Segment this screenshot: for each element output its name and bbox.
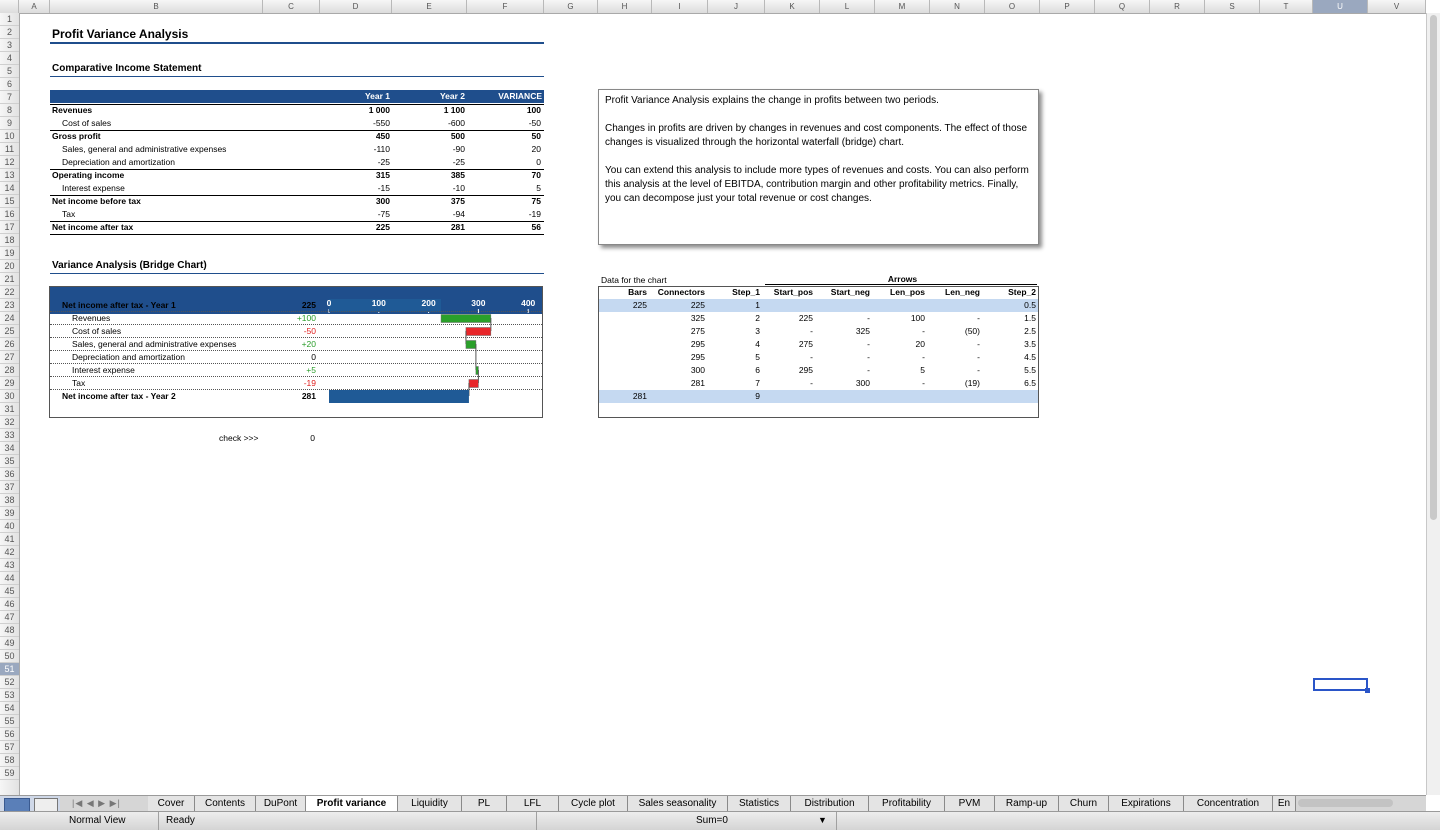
- data-table-header: Len_pos: [890, 287, 925, 297]
- bridge-value-label: 225: [301, 300, 316, 310]
- row-header[interactable]: 58: [0, 754, 19, 767]
- column-header[interactable]: T: [1260, 0, 1313, 13]
- column-header[interactable]: I: [652, 0, 708, 13]
- data-table-cell: -: [867, 352, 870, 362]
- row-header[interactable]: 10: [0, 130, 19, 143]
- row-header[interactable]: 7: [0, 91, 19, 104]
- row-header[interactable]: 48: [0, 624, 19, 637]
- column-header[interactable]: K: [765, 0, 820, 13]
- bridge-bar-pos: [466, 341, 476, 349]
- income-row-label: Depreciation and amortization: [62, 157, 175, 167]
- data-table-cell: 5: [920, 365, 925, 375]
- row-header[interactable]: 25: [0, 325, 19, 338]
- data-table-cell: -: [977, 339, 980, 349]
- data-table-cell: 2.5: [1024, 326, 1036, 336]
- data-table-cell: [592, 364, 647, 377]
- sheet-tab[interactable]: Liquidity: [398, 796, 462, 811]
- row-header[interactable]: 33: [0, 429, 19, 442]
- data-table-cell: -: [977, 313, 980, 323]
- year1-header: Year 1: [364, 91, 390, 101]
- row-header[interactable]: 55: [0, 715, 19, 728]
- income-year2-value: -94: [452, 209, 465, 219]
- bridge-category-label: Net income after tax - Year 1: [62, 300, 176, 310]
- row-header[interactable]: 23: [0, 299, 19, 312]
- sheet-tab[interactable]: DuPont: [256, 796, 306, 811]
- bridge-category-label: Sales, general and administrative expenses: [72, 339, 237, 349]
- data-table-header: Start_pos: [773, 287, 813, 297]
- status-divider: [836, 812, 837, 830]
- income-row-label: Net income before tax: [52, 196, 141, 206]
- status-divider: [158, 812, 159, 830]
- column-header[interactable]: L: [820, 0, 875, 13]
- data-table-cell: (50): [964, 326, 980, 336]
- data-table-cell: -: [977, 352, 980, 362]
- income-year1-value: 225: [375, 222, 390, 232]
- bridge-value-label: -50: [303, 326, 316, 336]
- column-header[interactable]: P: [1040, 0, 1095, 13]
- row-header[interactable]: 43: [0, 559, 19, 572]
- row-header[interactable]: 20: [0, 260, 19, 273]
- bridge-category-label: Net income after tax - Year 2: [62, 391, 176, 401]
- chart-data-label: Data for the chart: [601, 275, 667, 285]
- row-header[interactable]: 8: [0, 104, 19, 117]
- data-table-cell: -: [922, 352, 925, 362]
- axis-tick-label: 0: [326, 298, 332, 308]
- description-textbox[interactable]: [598, 89, 1039, 245]
- sheet-tab[interactable]: Expirations: [1109, 796, 1184, 811]
- bridge-value-label: +100: [296, 313, 316, 323]
- column-header[interactable]: R: [1150, 0, 1205, 13]
- data-table-cell: 295: [798, 365, 813, 375]
- income-year1-value: -15: [377, 183, 390, 193]
- bridge-bar-pos: [441, 315, 491, 323]
- sheet-tab[interactable]: Cycle plot: [559, 796, 628, 811]
- sum-status[interactable]: Sum=0: [696, 815, 728, 826]
- row-header[interactable]: 50: [0, 650, 19, 663]
- row-header[interactable]: 53: [0, 689, 19, 702]
- data-table-cell: 7: [755, 378, 760, 388]
- column-header[interactable]: S: [1205, 0, 1260, 13]
- axis-tick-label: 200: [421, 298, 436, 308]
- data-table-cell: (19): [964, 378, 980, 388]
- sheet-tab[interactable]: Distribution: [791, 796, 869, 811]
- row-header[interactable]: 39: [0, 507, 19, 520]
- ready-status: Ready: [166, 815, 195, 826]
- income-statement-title: Comparative Income Statement: [52, 63, 202, 74]
- row-header[interactable]: 52: [0, 676, 19, 689]
- row-header[interactable]: 21: [0, 273, 19, 286]
- income-row-label: Revenues: [52, 105, 93, 115]
- sheet-tab[interactable]: LFL: [507, 796, 559, 811]
- data-table-cell: 325: [690, 313, 705, 323]
- data-table-header: Start_neg: [830, 287, 870, 297]
- column-header[interactable]: D: [320, 0, 392, 13]
- row-header[interactable]: 35: [0, 455, 19, 468]
- income-row-label: Net income after tax: [52, 222, 134, 232]
- data-table-cell: 295: [690, 339, 705, 349]
- data-table-cell: 5: [755, 352, 760, 362]
- row-header[interactable]: 13: [0, 169, 19, 182]
- data-table-cell: 281: [690, 378, 705, 388]
- column-header[interactable]: V: [1368, 0, 1426, 13]
- check-label: check >>>: [219, 433, 259, 443]
- data-table-cell: 275: [690, 326, 705, 336]
- textbox-paragraph-3: You can extend this analysis to include more types of revenues and costs. You can also perform this analysis at the level of EBITDA, contribution margin and other profitability metrics. Finally, you can decompose just your total revenue or cost changes.: [605, 165, 1029, 204]
- column-header[interactable]: M: [875, 0, 930, 13]
- income-year2-value: 385: [450, 170, 465, 180]
- sheet-tab[interactable]: PL: [462, 796, 507, 811]
- row-header[interactable]: 26: [0, 338, 19, 351]
- income-variance-value: 75: [531, 196, 541, 206]
- income-variance-value: 5: [536, 183, 541, 193]
- income-year2-value: -90: [452, 144, 465, 154]
- income-year1-value: 1 000: [368, 105, 390, 115]
- row-header[interactable]: 3: [0, 39, 19, 52]
- income-row-label: Tax: [62, 209, 76, 219]
- check-value: 0: [310, 433, 315, 443]
- bridge-value-label: +5: [306, 365, 316, 375]
- income-row-label: Operating income: [52, 170, 125, 180]
- data-table-header: Step_1: [732, 287, 760, 297]
- data-table-header: Step_2: [1008, 287, 1036, 297]
- row-header[interactable]: 6: [0, 78, 19, 91]
- data-table-cell: -: [977, 365, 980, 375]
- column-header[interactable]: N: [930, 0, 985, 13]
- data-table-cell: 225: [690, 300, 705, 310]
- data-table-cell: 6: [755, 365, 760, 375]
- income-variance-value: -19: [528, 209, 541, 219]
- row-header[interactable]: 42: [0, 546, 19, 559]
- data-table-cell: -: [810, 352, 813, 362]
- income-row-label: Cost of sales: [62, 118, 112, 128]
- row-header[interactable]: 34: [0, 442, 19, 455]
- tab-scroll-arrows[interactable]: |◀ ◀ ▶ ▶|: [72, 798, 121, 808]
- bridge-value-label: 0: [311, 352, 316, 362]
- income-year1-value: -25: [377, 157, 390, 167]
- bridge-value-label: -19: [303, 378, 316, 388]
- data-table-cell: [870, 390, 925, 403]
- income-year1-value: -75: [377, 209, 390, 219]
- axis-tick-label: 300: [471, 298, 486, 308]
- row-header[interactable]: 40: [0, 520, 19, 533]
- data-table-cell: 225: [632, 300, 647, 310]
- row-header[interactable]: 16: [0, 208, 19, 221]
- income-row-label: Gross profit: [52, 131, 101, 141]
- data-table-cell: [592, 325, 647, 338]
- variance-header: VARIANCE: [498, 91, 542, 101]
- row-header[interactable]: 51: [0, 663, 19, 676]
- row-header[interactable]: 30: [0, 390, 19, 403]
- data-table-cell: 0.5: [1024, 300, 1036, 310]
- data-table-cell: -: [922, 378, 925, 388]
- column-header[interactable]: A: [19, 0, 50, 13]
- normal-view-icon[interactable]: [4, 798, 30, 812]
- group-header-rule: [765, 284, 1037, 285]
- data-table-cell: 300: [690, 365, 705, 375]
- data-table-cell: 1: [755, 300, 760, 310]
- row-header[interactable]: 5: [0, 65, 19, 78]
- bridge-bar-neg: [469, 380, 478, 388]
- sheet-tab[interactable]: Cover: [148, 796, 195, 811]
- income-year1-value: 300: [375, 196, 390, 206]
- row-header[interactable]: 12: [0, 156, 19, 169]
- data-table-cell: -: [810, 378, 813, 388]
- page-layout-view-icon[interactable]: [34, 798, 58, 812]
- row-header[interactable]: 15: [0, 195, 19, 208]
- column-header[interactable]: F: [467, 0, 544, 13]
- row-header[interactable]: 2: [0, 26, 19, 39]
- column-header[interactable]: G: [544, 0, 598, 13]
- column-header[interactable]: U: [1313, 0, 1368, 13]
- income-variance-value: 100: [526, 105, 541, 115]
- data-table-header: Connectors: [657, 287, 705, 297]
- axis-tick-label: 400: [521, 298, 536, 308]
- sheet-tab[interactable]: En: [1273, 796, 1296, 811]
- column-header[interactable]: B: [50, 0, 263, 13]
- data-table-cell: [981, 390, 1036, 403]
- data-table-cell: 300: [855, 378, 870, 388]
- data-table-cell: [650, 390, 705, 403]
- column-header[interactable]: J: [708, 0, 765, 13]
- data-table-cell: 1.5: [1024, 313, 1036, 323]
- sheet-tab[interactable]: Churn: [1059, 796, 1109, 811]
- sheet-tab[interactable]: Concentration: [1184, 796, 1273, 811]
- bridge-bar-neg: [466, 328, 491, 336]
- sheet-tab[interactable]: PVM: [945, 796, 995, 811]
- income-year2-value: 1 100: [443, 105, 465, 115]
- data-table-header: Len_neg: [945, 287, 980, 297]
- column-header[interactable]: C: [263, 0, 320, 13]
- row-header[interactable]: 36: [0, 468, 19, 481]
- data-table-cell: -: [810, 326, 813, 336]
- sheet-tab[interactable]: Contents: [195, 796, 256, 811]
- column-header[interactable]: H: [598, 0, 652, 13]
- data-table-cell: 4: [755, 339, 760, 349]
- view-mode-label[interactable]: Normal View: [69, 815, 126, 826]
- sheet-tab[interactable]: Ramp-up: [995, 796, 1059, 811]
- data-table-cell: 20: [915, 339, 925, 349]
- data-table-cell: 4.5: [1024, 352, 1036, 362]
- sheet-tab[interactable]: Statistics: [728, 796, 791, 811]
- row-header[interactable]: 17: [0, 221, 19, 234]
- axis-tick-label: 100: [371, 298, 386, 308]
- income-variance-value: 0: [536, 157, 541, 167]
- row-header[interactable]: 22: [0, 286, 19, 299]
- income-year2-value: -600: [447, 118, 465, 128]
- data-table-cell: 275: [798, 339, 813, 349]
- data-table-cell: [592, 377, 647, 390]
- sheet-tab[interactable]: Sales seasonality: [628, 796, 728, 811]
- data-table-header: Bars: [628, 287, 647, 297]
- row-header[interactable]: 24: [0, 312, 19, 325]
- row-header[interactable]: 9: [0, 117, 19, 130]
- data-table-cell: [925, 299, 980, 312]
- data-table-cell: [815, 299, 870, 312]
- row-header[interactable]: 27: [0, 351, 19, 364]
- bridge-value-label: 281: [301, 391, 316, 401]
- income-year1-value: 450: [375, 131, 390, 141]
- column-header[interactable]: Q: [1095, 0, 1150, 13]
- bridge-category-label: Interest expense: [72, 365, 135, 375]
- data-table-cell: [758, 299, 813, 312]
- data-table-cell: 3.5: [1024, 339, 1036, 349]
- bridge-category-label: Cost of sales: [72, 326, 122, 336]
- data-table-cell: [925, 390, 980, 403]
- status-divider: [536, 812, 537, 830]
- row-header[interactable]: 45: [0, 585, 19, 598]
- income-year2-value: 281: [450, 222, 465, 232]
- income-year1-value: -110: [373, 144, 390, 154]
- row-header[interactable]: 41: [0, 533, 19, 546]
- data-table-cell: 5.5: [1024, 365, 1036, 375]
- row-header[interactable]: 47: [0, 611, 19, 624]
- row-header[interactable]: 37: [0, 481, 19, 494]
- income-year2-value: 500: [450, 131, 465, 141]
- income-row-label: Sales, general and administrative expenses: [62, 144, 227, 154]
- bridge-bar-total: [329, 390, 469, 403]
- row-header[interactable]: 18: [0, 234, 19, 247]
- income-year2-value: -10: [452, 183, 465, 193]
- income-variance-value: 20: [531, 144, 541, 154]
- data-table-cell: [758, 390, 813, 403]
- data-table-cell: 3: [755, 326, 760, 336]
- row-header[interactable]: 1: [0, 13, 19, 26]
- column-header[interactable]: E: [392, 0, 467, 13]
- row-header[interactable]: 56: [0, 728, 19, 741]
- row-header[interactable]: 54: [0, 702, 19, 715]
- data-table-cell: 9: [755, 391, 760, 401]
- income-year1-value: 315: [375, 170, 390, 180]
- bridge-category-label: Tax: [72, 378, 86, 388]
- data-table-cell: [592, 351, 647, 364]
- row-header[interactable]: 57: [0, 741, 19, 754]
- row-header[interactable]: 59: [0, 767, 19, 780]
- data-table-cell: [592, 338, 647, 351]
- row-header[interactable]: 44: [0, 572, 19, 585]
- data-table-cell: 100: [910, 313, 925, 323]
- data-table-cell: -: [867, 339, 870, 349]
- row-header[interactable]: 46: [0, 598, 19, 611]
- horizontal-scroll-thumb[interactable]: [1298, 799, 1393, 807]
- data-table-cell: [592, 312, 647, 325]
- data-table-cell: [870, 299, 925, 312]
- arrows-group-header: Arrows: [887, 274, 918, 284]
- row-header[interactable]: 19: [0, 247, 19, 260]
- sheet-tab[interactable]: Profit variance: [306, 796, 398, 811]
- data-table-cell: [815, 390, 870, 403]
- income-variance-value: 70: [531, 170, 541, 180]
- textbox-paragraph-1: Profit Variance Analysis explains the change in profits between two periods.: [605, 95, 939, 106]
- view-toggle-group: [0, 796, 60, 811]
- year2-header: Year 2: [439, 91, 465, 101]
- sheet-tab-bar: [0, 795, 1426, 812]
- income-row-label: Interest expense: [62, 183, 125, 193]
- row-header[interactable]: 49: [0, 637, 19, 650]
- column-header[interactable]: O: [985, 0, 1040, 13]
- income-variance-value: 50: [531, 131, 541, 141]
- row-header[interactable]: 14: [0, 182, 19, 195]
- textbox-paragraph-2: Changes in profits are driven by changes in revenues and cost components. The effect of those changes is visualized through the horizontal waterfall (bridge) chart.: [605, 123, 1028, 148]
- income-variance-value: 56: [531, 222, 541, 232]
- data-table-cell: -: [867, 313, 870, 323]
- bridge-chart-title: Variance Analysis (Bridge Chart): [52, 260, 207, 271]
- bridge-category-label: Revenues: [72, 313, 111, 323]
- data-table-cell: 281: [632, 391, 647, 401]
- data-table-cell: 6.5: [1024, 378, 1036, 388]
- bridge-value-label: +20: [301, 339, 316, 349]
- row-header[interactable]: 38: [0, 494, 19, 507]
- income-year2-value: -25: [452, 157, 465, 167]
- row-header[interactable]: 29: [0, 377, 19, 390]
- data-table-cell: 2: [755, 313, 760, 323]
- selected-cell[interactable]: [1313, 678, 1368, 691]
- fill-handle[interactable]: [1365, 688, 1370, 693]
- row-header[interactable]: 28: [0, 364, 19, 377]
- income-year1-value: -550: [372, 118, 390, 128]
- row-header[interactable]: 11: [0, 143, 19, 156]
- data-table-cell: 295: [690, 352, 705, 362]
- page-title: Profit Variance Analysis: [52, 27, 189, 41]
- data-table-cell: -: [922, 326, 925, 336]
- sheet-tab[interactable]: Profitability: [869, 796, 945, 811]
- data-table-cell: -: [867, 365, 870, 375]
- data-table-cell: 225: [798, 313, 813, 323]
- data-table-cell: 325: [855, 326, 870, 336]
- status-bar: [0, 811, 1440, 830]
- row-header[interactable]: 31: [0, 403, 19, 416]
- income-year2-value: 375: [450, 196, 465, 206]
- row-header[interactable]: 4: [0, 52, 19, 65]
- bridge-category-label: Depreciation and amortization: [72, 352, 185, 362]
- row-header[interactable]: 32: [0, 416, 19, 429]
- income-variance-value: -50: [528, 118, 541, 128]
- chevron-down-icon[interactable]: ▼: [818, 815, 827, 825]
